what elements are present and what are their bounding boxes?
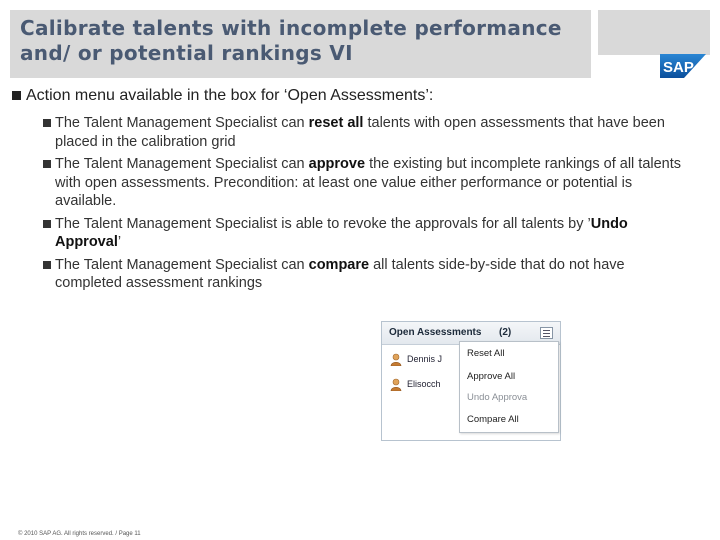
sub-bullet-list (10, 114, 710, 293)
talent-name: Dennis J (407, 353, 443, 364)
sub-bullet-text: talents with open assessments that have been placed in the calibration grid (55, 115, 665, 150)
header-decor-band (598, 10, 710, 55)
sub-bullet (10, 155, 695, 211)
menu-icon[interactable] (540, 327, 553, 339)
bullet-square-icon (43, 220, 51, 228)
talent-name: Elisocch (407, 378, 441, 389)
panel-count: (2) (499, 327, 512, 338)
sub-bullet-text: The Talent Management Specialist can (55, 156, 309, 172)
menu-item-compare-all[interactable]: Compare All (467, 414, 519, 425)
bullet-list (10, 86, 710, 297)
bullet-square-icon (43, 261, 51, 269)
footer-copyright: © 2010 SAP AG. All rights reserved. / Page 11 (18, 531, 141, 537)
sub-bullet-text: all talents side-by-side that do not have completed assessment rankings (55, 256, 625, 291)
slide-title: Calibrate talents with incomplete performance and/ or potential rankings VI (20, 16, 562, 65)
bullet-square-icon (12, 91, 21, 100)
sub-bullet (10, 256, 695, 293)
sub-bullet-text: the existing but incomplete rankings of all talents with open assessments. Precondition: at least one value either performance or potential is available. (55, 156, 682, 209)
sub-bullet-text: The Talent Management Specialist is able to revoke the approvals for all talents by ’ (55, 215, 591, 232)
sub-bullet-bold: compare (308, 256, 370, 273)
person-icon (390, 378, 402, 391)
menu-item-reset-all[interactable]: Reset All (467, 348, 505, 359)
sub-bullet-bold: Undo Approval (55, 215, 628, 250)
sub-bullet-text: ’ (117, 234, 122, 250)
panel-title: Open Assessments (389, 327, 482, 338)
main-bullet-text: Action menu available in the box for ‘Open Assessments’: (26, 87, 434, 104)
sap-logo (660, 54, 706, 78)
talent-item[interactable] (390, 353, 442, 366)
bullet-square-icon (43, 119, 51, 127)
person-icon (390, 353, 402, 366)
title-band (10, 10, 591, 78)
sub-bullet (10, 215, 695, 252)
sub-bullet-bold: approve (308, 156, 366, 172)
sub-bullet-text: The Talent Management Specialist can (55, 256, 309, 273)
sub-bullet (10, 114, 695, 151)
sap-logo-text: SAP (663, 59, 694, 76)
action-menu-dropdown (459, 341, 559, 433)
main-bullet (10, 86, 710, 105)
talent-item[interactable] (390, 378, 441, 391)
sub-bullet-bold: reset all (308, 115, 364, 131)
bullet-square-icon (43, 160, 51, 168)
menu-item-approve-all[interactable]: Approve All (467, 371, 516, 382)
menu-item-undo-approval: Undo Approva (467, 392, 528, 403)
sub-bullet-text: The Talent Management Specialist can (55, 115, 309, 131)
